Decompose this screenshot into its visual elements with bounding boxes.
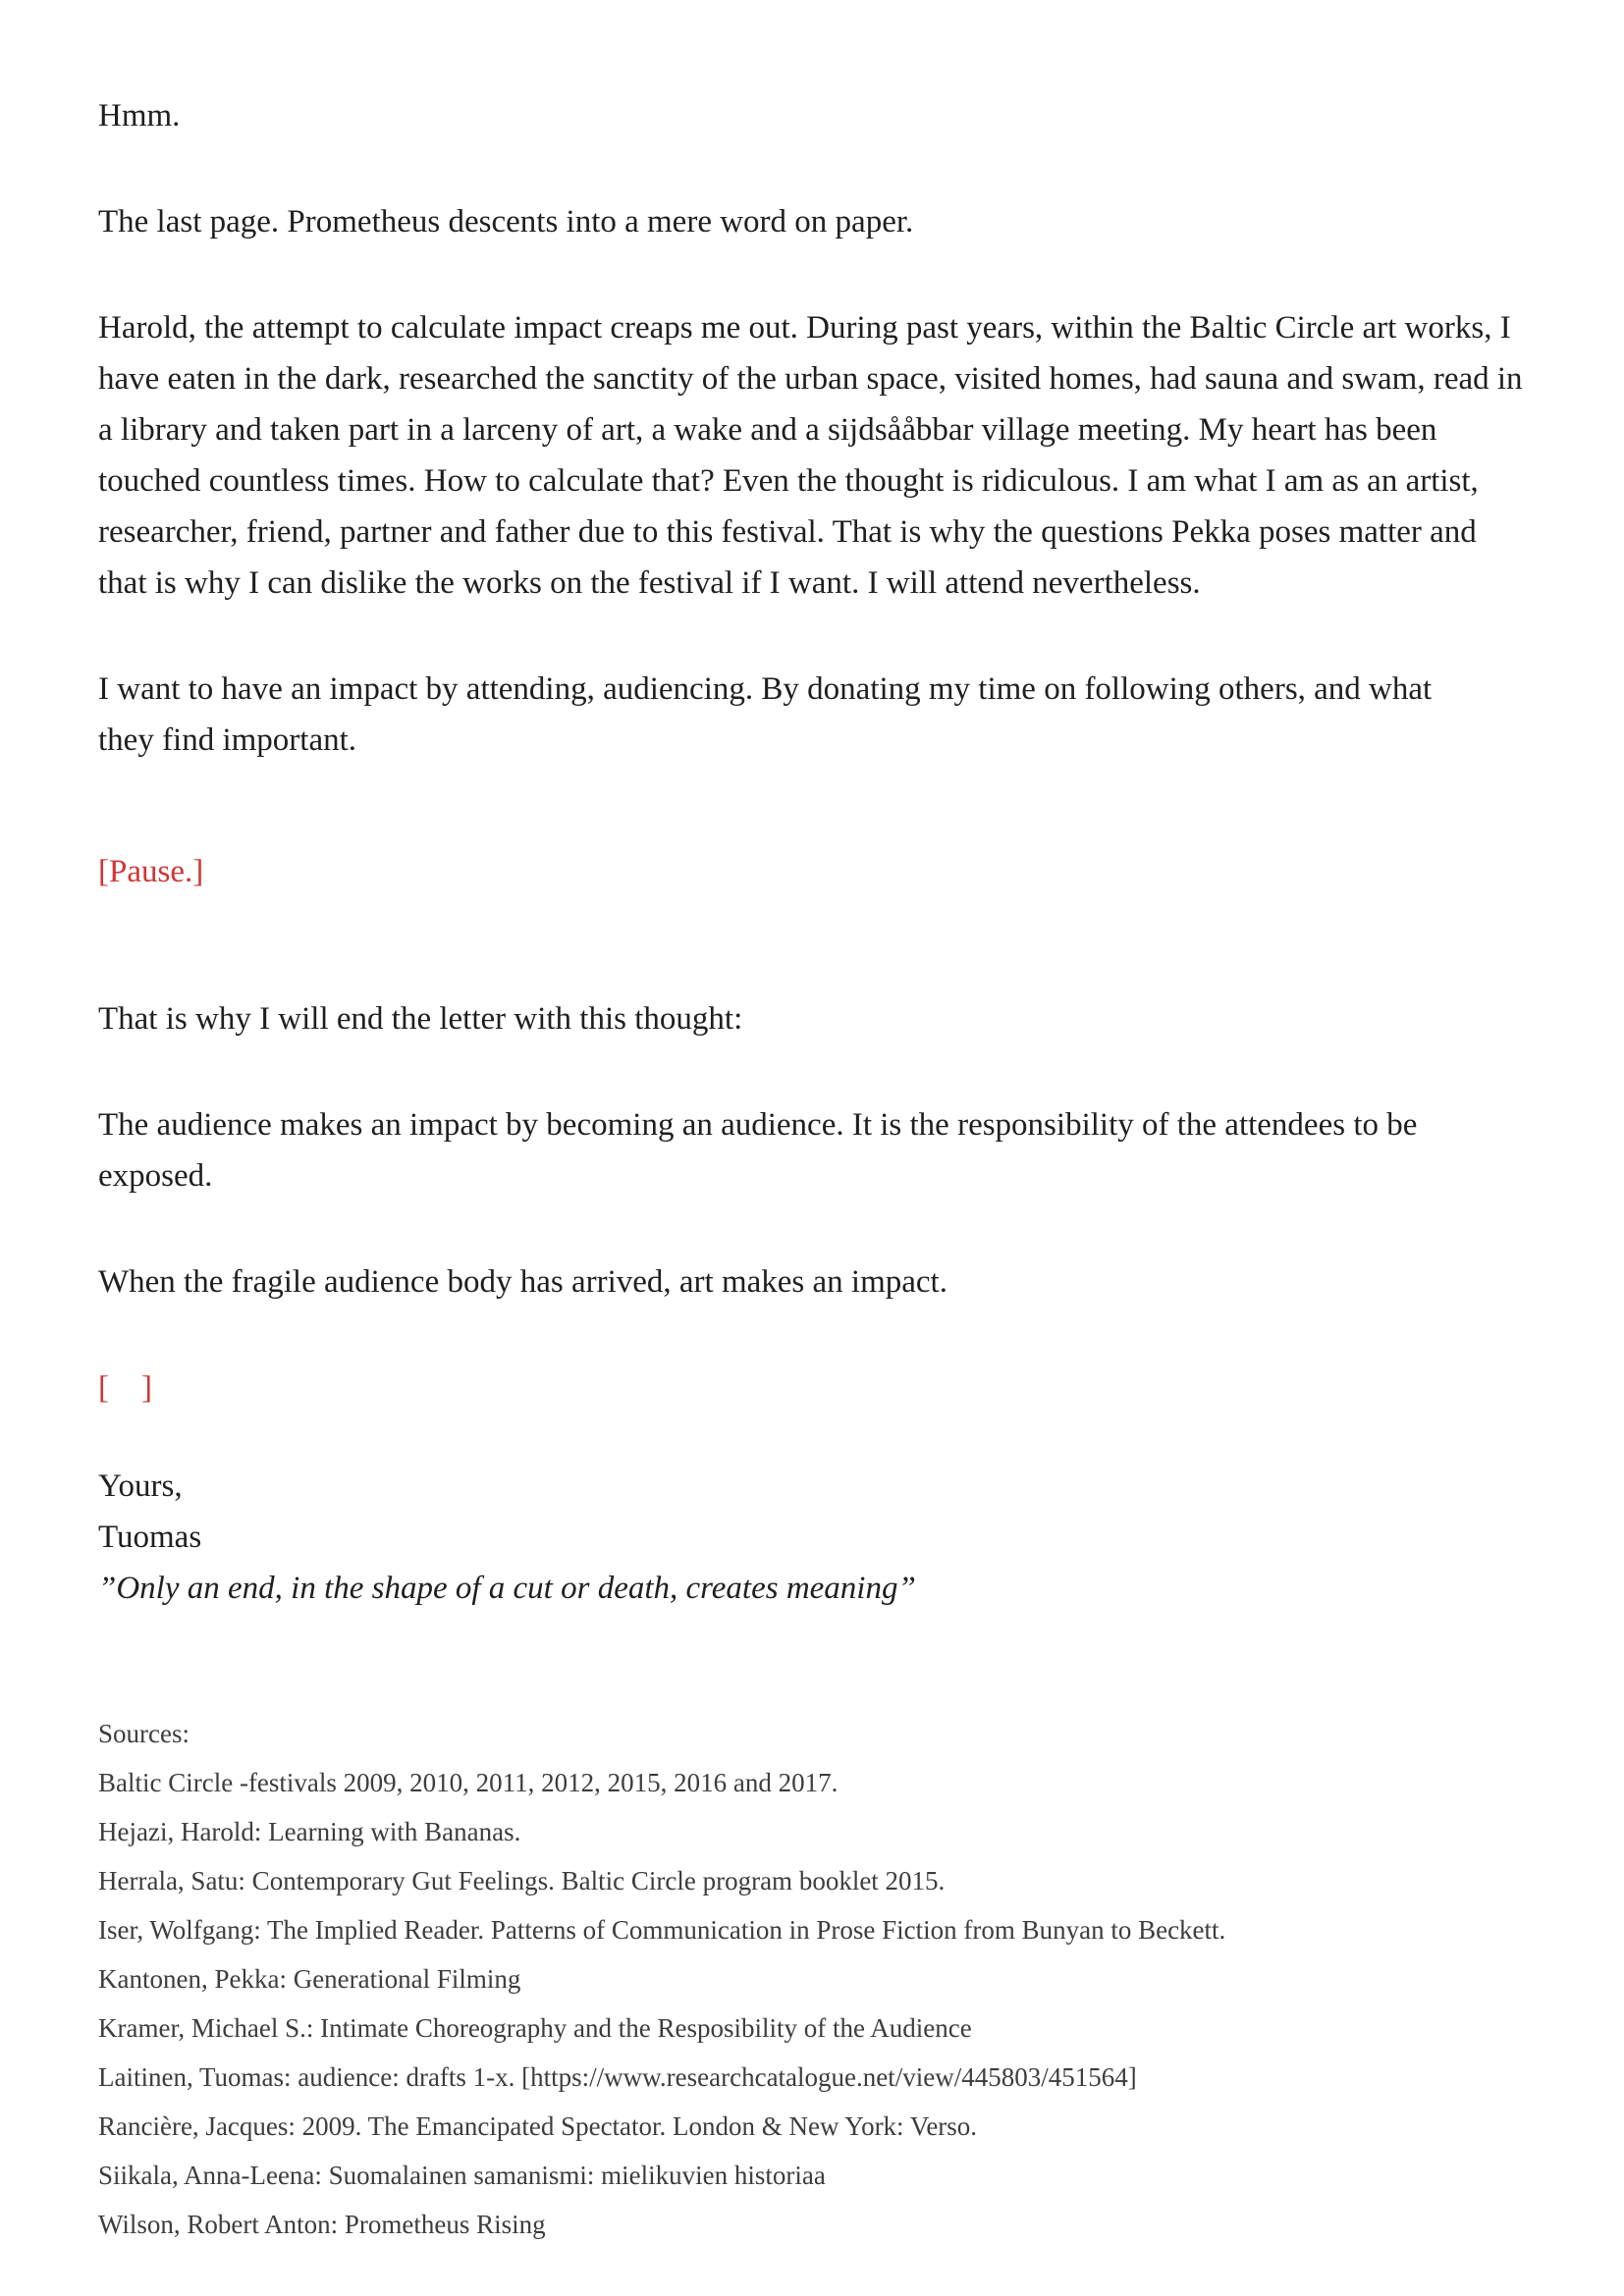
source-item: Hejazi, Harold: Learning with Bananas. xyxy=(98,1817,521,1846)
signature-name: Tuomas xyxy=(98,1520,202,1555)
sources-section xyxy=(98,1709,1526,2249)
paragraph-last-page: The last page. Prometheus descents into a mere word on paper. xyxy=(98,204,914,240)
sources-heading: Sources: xyxy=(98,1719,189,1748)
source-item: Kantonen, Pekka: Generational Filming xyxy=(98,1964,521,1994)
source-item: Baltic Circle -festivals 2009, 2010, 2011, 2012, 2015, 2016 and 2017. xyxy=(98,1768,839,1797)
source-item: Herrala, Satu: Contemporary Gut Feelings. Baltic Circle program booklet 2015. xyxy=(98,1866,946,1896)
signature-block xyxy=(98,1461,1526,1614)
empty-bracket-marker: [ ] xyxy=(98,1370,152,1406)
paragraph-fragile: When the fragile audience body has arrived, art makes an impact. xyxy=(98,1264,947,1300)
paragraph-hmm: Hmm. xyxy=(98,98,181,133)
source-item: Kramer, Michael S.: Intimate Choreography and the Resposibility of the Audience xyxy=(98,2013,972,2043)
letter-body xyxy=(98,90,1526,1414)
source-item: Laitinen, Tuomas: audience: drafts 1-x. [https://www.researchcatalogue.net/view/445803/451564] xyxy=(98,2062,1137,2092)
paragraph-harold: Harold, the attempt to calculate impact creaps me out. During past years, within the Baltic Circle art works, I have eaten in the dark, researched the sanctity of the urban space, visited homes, had sauna and swam, read in a library and taken part in a larceny of art, a wake and a sijdsååbbar village meeting. My heart has been touched countless times. How to calculate that? Even the thought is ridiculous. I am what I am as an artist, researcher, friend, partner and father due to this festival. That is why the questions Pekka poses matter and that is why I can dislike the works on the festival if I want. I will attend nevertheless. xyxy=(98,310,1523,601)
source-item: Iser, Wolfgang: The Implied Reader. Patterns of Communication in Prose Fiction from Bunyan to Beckett. xyxy=(98,1915,1226,1945)
signature-yours: Yours, xyxy=(98,1468,183,1504)
paragraph-impact: I want to have an impact by attending, audiencing. By donating my time on following others, and what they find important. xyxy=(98,671,1433,758)
paragraph-end-letter: That is why I will end the letter with this thought: xyxy=(98,1001,743,1037)
signature-quote: ”Only an end, in the shape of a cut or death, creates meaning” xyxy=(98,1571,916,1606)
source-item: Rancière, Jacques: 2009. The Emancipated Spectator. London & New York: Verso. xyxy=(98,2111,978,2141)
pause-marker: [Pause.] xyxy=(98,854,204,889)
paragraph-audience: The audience makes an impact by becoming an audience. It is the responsibility of the attendees to be exposed. xyxy=(98,1107,1418,1194)
source-item: Siikala, Anna-Leena: Suomalainen samanismi: mielikuvien historiaa xyxy=(98,2161,826,2190)
source-item: Wilson, Robert Anton: Prometheus Rising xyxy=(98,2210,546,2239)
